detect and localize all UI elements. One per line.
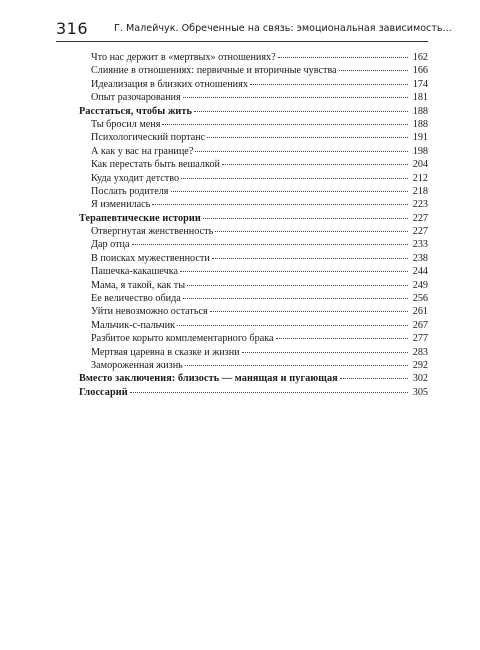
toc-entry-title: Мальчик-с-пальчик — [91, 319, 175, 331]
toc-entry-title: Уйти невозможно остаться — [91, 306, 208, 318]
toc-entry — [79, 252, 428, 265]
header-rule — [56, 41, 428, 42]
toc-entry-title: Отвергнутая женственность — [91, 226, 214, 238]
toc-entry-page-number: 191 — [412, 132, 428, 144]
toc-dot-leader — [162, 124, 408, 125]
toc-entry — [79, 145, 428, 158]
table-of-contents — [79, 51, 428, 399]
toc-section-entry — [79, 386, 428, 399]
toc-entry-page-number: 238 — [412, 252, 428, 264]
toc-entry-page-number: 261 — [412, 306, 428, 318]
toc-dot-leader — [195, 151, 408, 152]
page-number: 316 — [56, 19, 89, 38]
toc-entry-page-number: 267 — [412, 319, 428, 331]
toc-entry — [79, 359, 428, 372]
toc-entry — [79, 64, 428, 77]
toc-entry-page-number: 162 — [412, 52, 428, 63]
toc-entry-title: Пашечка-какашечка — [91, 266, 179, 278]
toc-dot-leader — [185, 365, 408, 366]
toc-entry — [79, 51, 428, 64]
toc-entry-page-number: 233 — [412, 239, 428, 251]
toc-dot-leader — [180, 271, 408, 272]
toc-entry-title: Расстаться, чтобы жить — [79, 105, 192, 117]
toc-dot-leader — [242, 352, 408, 353]
toc-entry-page-number: 188 — [412, 105, 428, 117]
toc-entry-title: Идеализация в близких отношениях — [91, 78, 248, 90]
toc-entry-title: Терапевтические истории — [79, 212, 201, 224]
toc-entry-page-number: 227 — [412, 226, 428, 238]
toc-dot-leader — [203, 218, 408, 219]
toc-entry-title: Вместо заключения: близость — манящая и пугающая — [79, 373, 338, 385]
toc-entry-page-number: 204 — [412, 159, 428, 171]
toc-dot-leader — [177, 325, 408, 326]
toc-dot-leader — [340, 378, 408, 379]
toc-dot-leader — [212, 258, 408, 259]
toc-dot-leader — [152, 204, 408, 205]
toc-dot-leader — [210, 311, 408, 312]
toc-entry — [79, 319, 428, 332]
toc-dot-leader — [187, 285, 408, 286]
toc-entry-page-number: 166 — [412, 65, 428, 77]
toc-entry — [79, 332, 428, 345]
toc-entry-page-number: 174 — [412, 78, 428, 90]
toc-entry — [79, 158, 428, 171]
toc-entry-title: Замороженная жизнь — [91, 359, 183, 371]
toc-dot-leader — [278, 57, 408, 58]
toc-entry-page-number: 188 — [412, 118, 428, 130]
toc-entry-title: Глоссарий — [79, 386, 128, 398]
toc-entry-title: Слияние в отношениях: первичные и вторичные чувства — [91, 65, 337, 77]
toc-entry-title: Ее величество обида — [91, 293, 181, 305]
toc-entry-page-number: 277 — [412, 333, 428, 345]
toc-entry-page-number: 212 — [412, 172, 428, 184]
toc-entry-title: Разбитое корыто комплементарного брака — [91, 333, 274, 345]
running-title: Г. Малейчук. Обреченные на связь: эмоциональная зависимость... — [114, 23, 452, 34]
toc-dot-leader — [215, 231, 408, 232]
toc-dot-leader — [222, 164, 408, 165]
toc-entry-title: Дар отца — [91, 239, 130, 251]
toc-entry — [79, 238, 428, 251]
toc-entry-title: Мама, я такой, как ты — [91, 279, 186, 291]
toc-entry-title: Я изменилась — [91, 199, 151, 211]
toc-entry-title: Что нас держит в «мертвых» отношениях? — [91, 52, 276, 63]
toc-entry-page-number: 292 — [412, 359, 428, 371]
toc-entry — [79, 118, 428, 131]
toc-entry-title: В поисках мужественности — [91, 252, 210, 264]
toc-dot-leader — [130, 392, 408, 393]
toc-dot-leader — [339, 70, 408, 71]
toc-dot-leader — [276, 338, 408, 339]
toc-entry-title: Послать родителя — [91, 185, 169, 197]
toc-entry — [79, 131, 428, 144]
running-header — [56, 18, 452, 42]
toc-entry — [79, 78, 428, 91]
toc-entry-title: Как перестать быть вешалкой — [91, 159, 220, 171]
toc-entry-title: А как у вас на границе? — [91, 145, 194, 157]
toc-entry-page-number: 305 — [412, 386, 428, 398]
toc-dot-leader — [250, 84, 408, 85]
toc-dot-leader — [183, 298, 408, 299]
toc-dot-leader — [207, 137, 408, 138]
toc-entry — [79, 305, 428, 318]
toc-entry-page-number: 244 — [412, 266, 428, 278]
toc-entry-page-number: 218 — [412, 185, 428, 197]
toc-entry — [79, 225, 428, 238]
toc-entry-page-number: 227 — [412, 212, 428, 224]
toc-entry-page-number: 256 — [412, 293, 428, 305]
toc-entry-page-number: 198 — [412, 145, 428, 157]
toc-section-entry — [79, 105, 428, 118]
toc-entry-page-number: 302 — [412, 373, 428, 385]
toc-entry — [79, 172, 428, 185]
toc-entry — [79, 346, 428, 359]
toc-entry — [79, 279, 428, 292]
toc-entry-title: Психологический портанс — [91, 132, 206, 144]
toc-entry-title: Ты бросил меня — [91, 118, 161, 130]
toc-dot-leader — [181, 178, 408, 179]
toc-entry-title: Куда уходит детство — [91, 172, 180, 184]
toc-section-entry — [79, 212, 428, 225]
toc-entry-page-number: 283 — [412, 346, 428, 358]
toc-dot-leader — [194, 111, 408, 112]
toc-dot-leader — [132, 244, 409, 245]
toc-entry — [79, 198, 428, 211]
toc-entry-page-number: 181 — [412, 92, 428, 104]
toc-entry-title: Опыт разочарования — [91, 92, 181, 104]
toc-entry-page-number: 249 — [412, 279, 428, 291]
toc-dot-leader — [171, 191, 409, 192]
toc-dot-leader — [183, 97, 408, 98]
toc-entry-page-number: 223 — [412, 199, 428, 211]
toc-entry — [79, 91, 428, 104]
toc-section-entry — [79, 372, 428, 385]
toc-entry — [79, 292, 428, 305]
toc-entry-title: Мертвая царевна в сказке и жизни — [91, 346, 240, 358]
toc-entry — [79, 185, 428, 198]
toc-entry — [79, 265, 428, 278]
